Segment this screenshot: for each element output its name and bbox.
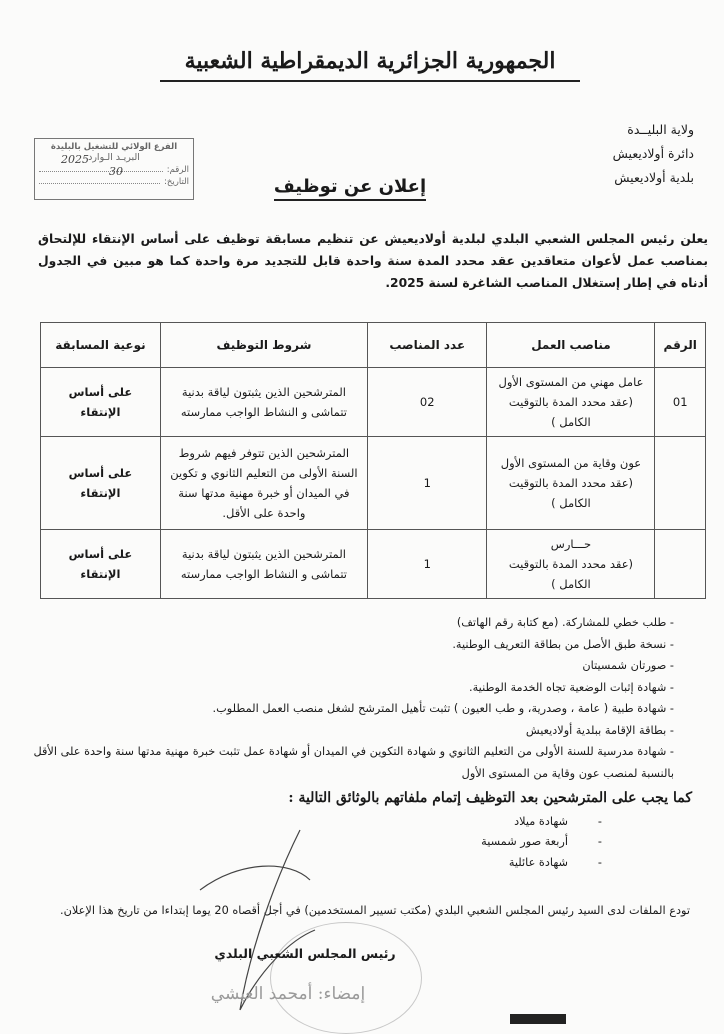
document-item: - نسخة طبق الأصل من بطاقة التعريف الوطنية. <box>452 637 674 651</box>
table-row <box>41 530 706 599</box>
row-conditions: المترشحين الذين يثبتون لياقة بدنية تتماشى و النشاط الواجب ممارسته <box>160 368 367 437</box>
after-hiring-item: -أربعة صور شمسية <box>481 835 602 848</box>
row-count: 02 <box>367 368 487 437</box>
stamp-date-value: 30 <box>109 165 123 178</box>
table-row <box>41 437 706 530</box>
row-competition-type: على أساس الإنتقاء <box>41 437 161 530</box>
commune-label: بلدية أولاديعيش <box>614 170 694 185</box>
after-hiring-item: -شهادة ميلاد <box>514 814 602 828</box>
row-number <box>655 530 706 599</box>
row-count: 1 <box>367 437 487 530</box>
header-competition-type: نوعية المسابقة <box>41 323 161 368</box>
stamp-office: الفرع الولائي للتشغيل بالبليدة <box>50 142 178 152</box>
positions-table <box>40 322 706 599</box>
row-count: 1 <box>367 530 487 599</box>
signatory-title: رئيس المجلس الشعبي البلدي <box>214 946 396 961</box>
scan-edge-mark <box>510 1014 566 1024</box>
position-title: حـــارس <box>550 537 592 551</box>
position-contract: (عقد محدد المدة بالتوقيت الكامل ) <box>508 476 634 510</box>
header-count: عدد المناصب <box>367 323 487 368</box>
daira-label: دائرة أولاديعيش <box>612 146 694 161</box>
table-header-row <box>41 323 706 368</box>
stamp-number-label: الرقم: <box>166 165 189 175</box>
header-conditions: شروط التوظيف <box>160 323 367 368</box>
wilaya-label: ولاية البليــدة <box>627 122 694 137</box>
position-contract: (عقد محدد المدة بالتوقيت الكامل ) <box>508 557 634 591</box>
signatory-name: إمضاء: أمحمد العيشي <box>210 984 366 1004</box>
after-hiring-item: -شهادة عائلية <box>508 855 602 869</box>
document-item: - طلب خطي للمشاركة. (مع كتابة رقم الهاتف) <box>456 616 674 629</box>
position-title: عون وقاية من المستوى الأول <box>500 456 642 470</box>
row-number: 01 <box>655 368 706 437</box>
stamp-title: البريـد الـوارد <box>88 152 140 163</box>
after-hiring-title: كما يجب على المترشحين بعد التوظيف إتمام ملفاتهم بالوثائق التالية : <box>288 790 692 806</box>
document-item: - شهادة إثبات الوضعية تجاه الخدمة الوطنية. <box>469 680 674 694</box>
announcement-title: إعلان عن توظيف <box>250 176 450 197</box>
deposit-note: تودع الملفات لدى السيد رئيس المجلس الشعبي البلدي (مكتب تسيير المستخدمين) في أجل أقصاه 20 يوما إبتداءا من تاريخ هذا الإعلان. <box>60 904 690 917</box>
row-position <box>487 368 655 437</box>
row-conditions: المترشحين الذين يثبتون لياقة بدنية تتماشى و النشاط الواجب ممارسته <box>160 530 367 599</box>
header-position: مناصب العمل <box>487 323 655 368</box>
row-position <box>487 437 655 530</box>
republic-header: الجمهورية الجزائرية الديمقراطية الشعبية <box>160 48 580 82</box>
document-item: - شهادة مدرسية للسنة الأولى من التعليم الثانوي و شهادة التكوين في الميدان أو شهادة عمل تثبت خبرة مهنية مدتها سنة واحدة على الأقل بالنسبة لمنصب عون وقاية من المستوى الأول <box>33 745 674 780</box>
announcement-intro: يعلن رئيس المجلس الشعبي البلدي لبلدية أولاديعيش عن تنظيم مسابقة توظيف على أساس الإنتقاء للإلتحاق بمناصب عمل لأعوان متعاقدين عقد محدد المدة سنة واحدة قابل للتجديد مرة واحدة كما هو مبين في الجدول أدناه في إطار إستغلال المناصب الشاغرة لسنة 2025. <box>38 232 708 290</box>
document-item: - صورتان شمسيتان <box>582 659 674 672</box>
row-position <box>487 530 655 599</box>
row-competition-type: على أساس الإنتقاء <box>41 530 161 599</box>
position-title: عامل مهني من المستوى الأول <box>498 375 644 389</box>
row-competition-type: على أساس الإنتقاء <box>41 368 161 437</box>
received-mail-stamp <box>34 138 194 200</box>
document-item: - شهادة طبية ( عامة ، وصدرية، و طب العيون ) تثبت تأهيل المترشح لشغل منصب العمل المطلوب. <box>212 702 674 715</box>
stamp-date-label: التاريخ: <box>164 177 189 187</box>
document-item: - بطاقة الإقامة ببلدية أولاديعيش <box>525 723 674 737</box>
position-contract: (عقد محدد المدة بالتوقيت الكامل ) <box>508 395 634 429</box>
header-number: الرقم <box>655 323 706 368</box>
row-number <box>655 437 706 530</box>
administrative-header <box>474 118 694 190</box>
table-row <box>41 368 706 437</box>
row-conditions: المترشحين الذين تتوفر فيهم شروط السنة الأولى من التعليم الثانوي و تكوين في الميدان أو خبرة مهنية مدتها سنة واحدة على الأقل. <box>160 437 367 530</box>
stamp-number-value: 2025 <box>61 153 89 166</box>
required-documents-section <box>22 612 692 873</box>
